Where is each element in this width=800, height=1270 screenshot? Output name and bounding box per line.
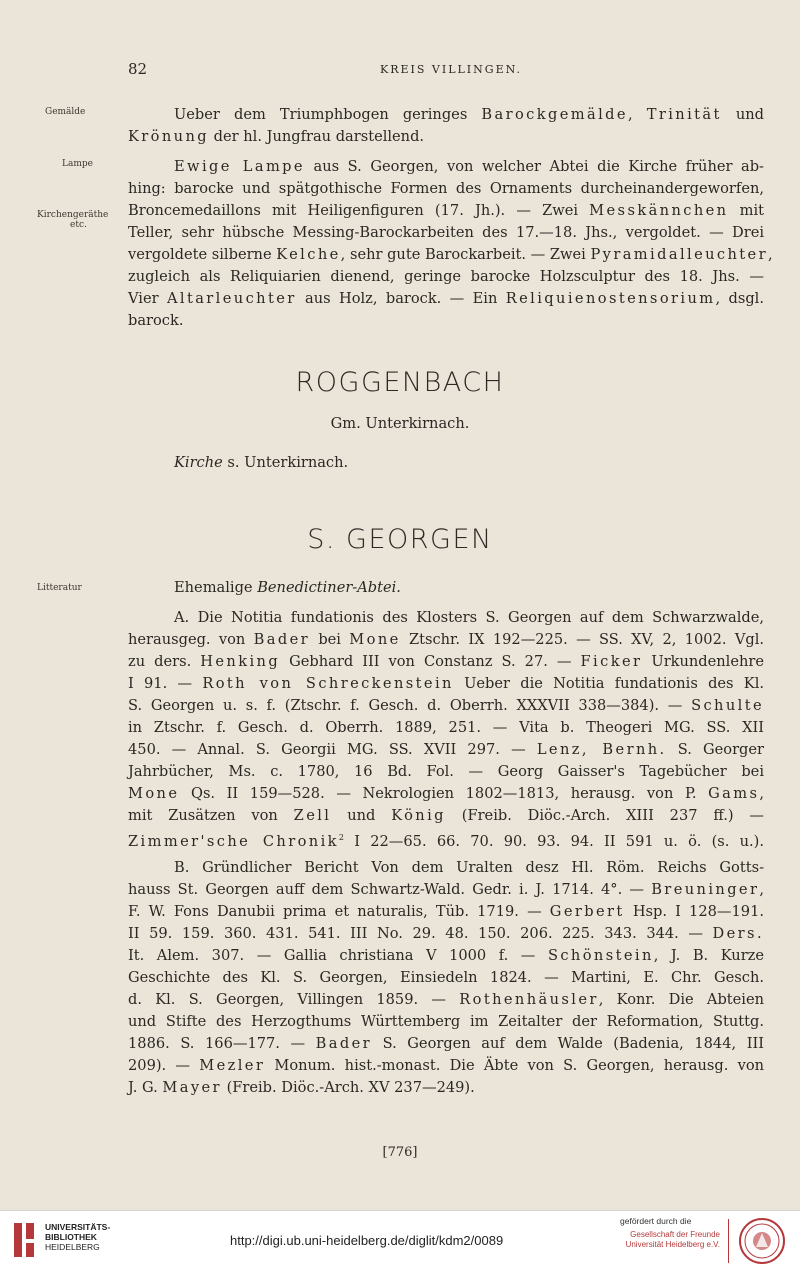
kirche-reference: Kirche s. Unterkirnach. [174, 454, 349, 471]
text-line: Vier Altarleuchter aus Holz, barock. — Ein Reliquienostensorium, dsgl. [128, 290, 764, 307]
text-line: Mone Qs. II 159—528. — Nekrologien 1802—1813, herausg. von P. Gams, [128, 785, 764, 802]
text-line: zu ders. Henking Gebhard III von Constanz S. 27. — Ficker Urkundenlehre [128, 653, 765, 670]
sponsor-caption: gefördert durch die [620, 1216, 692, 1226]
text-line: Broncemedaillons mit Heiligenfiguren (17. Jh.). — Zwei Messkännchen mit [128, 202, 764, 219]
text-line: Krönung der hl. Jungfrau darstellend. [128, 128, 425, 145]
text-line: zugleich als Reliquiarien dienend, geringe barocke Holzsculptur des 18. Jhs. — [128, 268, 764, 285]
university-seal-icon[interactable] [738, 1217, 786, 1265]
text-line: Ewige Lampe aus S. Georgen, von welcher Abtei die Kirche früher ab- [174, 158, 764, 175]
text-line: 1886. S. 166—177. — Bader S. Georgen auf dem Walde (Badenia, 1844, III [128, 1035, 764, 1052]
text-line: d. Kl. S. Georgen, Villingen 1859. — Rothenhäusler, Konr. Die Abteien [128, 991, 764, 1008]
text-line: S. Georgen u. s. f. (Ztschr. f. Gesch. d. Oberrh. XXXVII 338—384). — Schulte [128, 697, 764, 714]
text-line: hing: barocke und spätgothische Formen des Ornaments durcheinandergeworfen, [128, 180, 764, 197]
text-line: hauss St. Georgen auff dem Schwartz-Wald. Gedr. i. J. 1714. 4°. — Breuninger, [128, 881, 764, 898]
sponsor-name[interactable]: Gesellschaft der Freunde Universität Heidelberg e.V. [625, 1230, 720, 1249]
text-line: Teller, sehr hübsche Messing-Barockarbeiten des 17.—18. Jhs., vergoldet. — Drei [128, 224, 764, 241]
footer-page-number: [776] [382, 1145, 418, 1160]
text-line: J. G. Mayer (Freib. Diöc.-Arch. XV 237—249). [128, 1079, 475, 1096]
running-title: KREIS VILLINGEN. [380, 63, 523, 76]
margin-note-gemaelde: Gemälde [45, 107, 86, 117]
text-line: mit Zusätzen von Zell und König (Freib. Diöc.-Arch. XIII 237 ff.) — [128, 807, 764, 824]
text-line: 450. — Annal. S. Georgii MG. SS. XVII 297. — Lenz, Bernh. S. Georger [128, 741, 765, 758]
text-line: 209). — Mezler Monum. hist.-monast. Die Äbte von S. Georgen, herausg. von [128, 1057, 765, 1074]
text-line: herausgeg. von Bader bei Mone Ztschr. IX 192—225. — SS. XV, 2, 1002. Vgl. [128, 631, 764, 648]
text-line: II 59. 159. 360. 431. 541. III No. 29. 48. 150. 206. 225. 343. 344. — Ders. [128, 925, 764, 942]
text-line: A. Die Notitia fundationis des Klosters S. Georgen auf dem Schwarzwalde, [174, 609, 764, 626]
text-line: Geschichte des Kl. S. Georgen, Einsiedeln 1824. — Martini, E. Chr. Gesch. [128, 969, 764, 986]
text-line: Ueber dem Triumphbogen geringes Barockgemälde, Trinität und [174, 106, 765, 123]
margin-note-lampe: Lampe [62, 159, 93, 169]
margin-note-etc: etc. [70, 220, 87, 230]
university-library-logo-icon[interactable] [10, 1219, 38, 1261]
library-name[interactable]: UNIVERSITÄTS- BIBLIOTHEK HEIDELBERG [45, 1222, 111, 1252]
text-line: Zimmer'sche Chronik$^2$ I 22—65. 66. 70. 90. 93. 94. II 591 u. ö. (s. u.). [128, 832, 764, 850]
page-number: 82 [128, 60, 148, 78]
text-line: und Stifte des Herzogthums Württemberg im Zeitalter der Reformation, Stuttg. [128, 1013, 764, 1030]
sponsor-divider [728, 1219, 729, 1263]
section-title-roggenbach: ROGGENBACH [295, 367, 505, 398]
section-subtitle: Gm. Unterkirnach. [330, 415, 470, 432]
text-line: B. Gründlicher Bericht Von dem Uralten desz Hl. Röm. Reichs Gotts- [174, 859, 764, 876]
permalink-url[interactable]: http://digi.ub.uni-heidelberg.de/diglit/kdm2/0089 [230, 1233, 504, 1248]
margin-note-kirchengeraethe: Kirchengeräthe [37, 210, 109, 220]
text-line: Jahrbücher, Ms. c. 1780, 16 Bd. Fol. — Georg Gaisser's Tagebücher bei [128, 763, 764, 780]
section-title-s-georgen: S. GEORGEN [307, 524, 493, 555]
text-line: barock. [128, 312, 184, 329]
text-line: vergoldete silberne Kelche, sehr gute Barockarbeit. — Zwei Pyramidalleuchter, [128, 246, 773, 263]
text-line: I 91. — Roth von Schreckenstein Ueber die Notitia fundationis des Kl. [128, 675, 765, 692]
margin-note-litteratur: Litteratur [37, 583, 82, 593]
footer-bar [0, 1210, 800, 1270]
text-line: F. W. Fons Danubii prima et naturalis, Tüb. 1719. — Gerbert Hsp. I 128—191. [128, 903, 764, 920]
abtei-intro: Ehemalige Benedictiner-Abtei. [174, 579, 401, 596]
text-line: in Ztschr. f. Gesch. d. Oberrh. 1889, 251. — Vita b. Theogeri MG. SS. XII [128, 719, 764, 736]
text-line: It. Alem. 307. — Gallia christiana V 1000 f. — Schönstein, J. B. Kurze [128, 947, 764, 964]
